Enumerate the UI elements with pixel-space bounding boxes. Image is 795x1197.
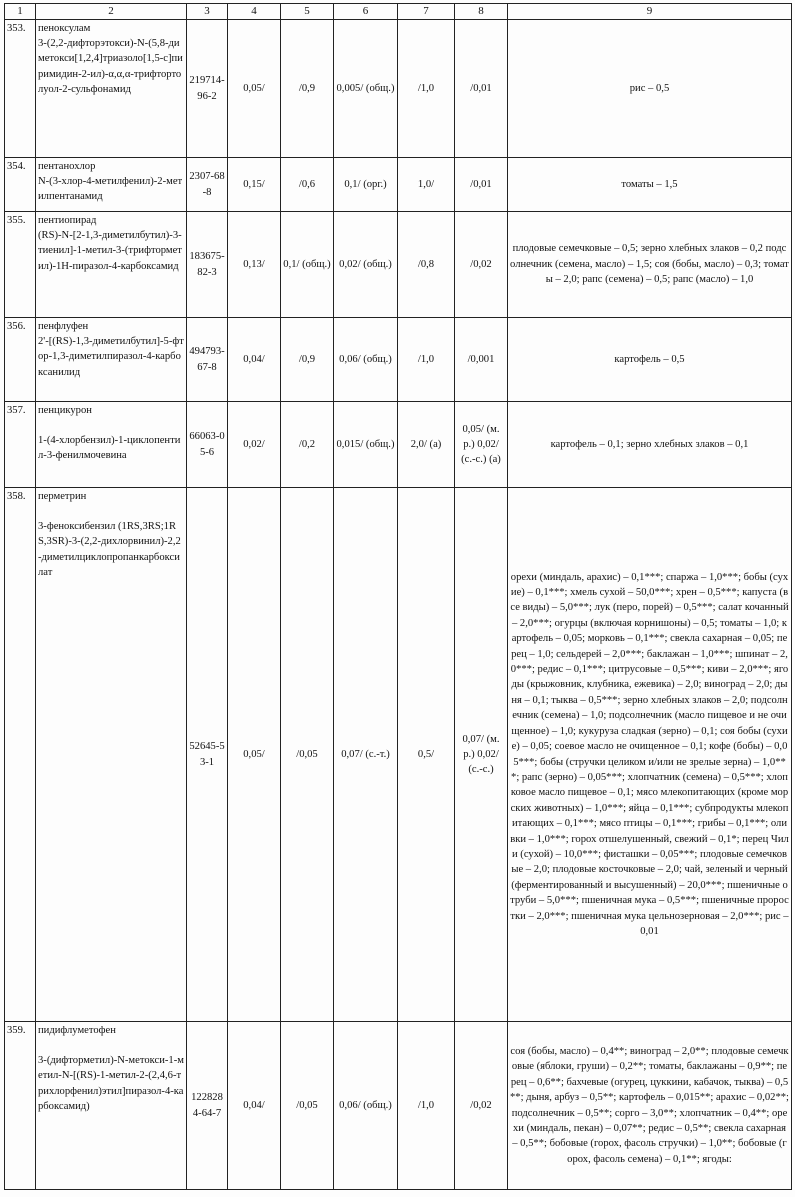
trade-name: пенфлуфен: [38, 321, 89, 332]
substance-name-cell: [36, 318, 187, 402]
value-col5: 0,1/ (общ.): [281, 212, 334, 318]
value-col5: /0,05: [281, 488, 334, 1022]
substance-name-cell: [36, 158, 187, 212]
value-col8: 0,07/ (м. р.) 0,02/ (с.-с.): [455, 488, 508, 1022]
value-col7: 1,0/: [398, 158, 455, 212]
trade-name: пеноксулам: [38, 23, 91, 34]
table-row: [5, 20, 792, 158]
column-header: 1: [5, 4, 36, 20]
residue-limits: соя (бобы, масло) – 0,4**; виноград – 2,0**; плодовые семечковые (яблоки, груши) – 0,2**; томаты, баклажаны – 0,9**; перец – 0,6**; бахчевые (огурец, цуккини, кабачок, тыква) – 0,5**; дыня, арбуз – 0,5**; картофель – 0,015**; арахис – 0,02**; подсолнечник – 0,5**; сорго – 3,0**; хлопчатник – 0,4**; орехи (миндаль, пекан) – 0,07**; редис – 0,5**; свекла сахарная – 0,5**; бобовые (горох, фасоль стручки) – 1,0**; бобовые (горох, фасоль семена) – 0,1**; ягоды:: [508, 1022, 792, 1190]
residue-limits: картофель – 0,1; зерно хлебных злаков – 0,1: [508, 402, 792, 488]
value-col6: 0,06/ (общ.): [334, 1022, 398, 1190]
row-number: 358.: [5, 488, 36, 1022]
row-number: 356.: [5, 318, 36, 402]
residue-limits: томаты – 1,5: [508, 158, 792, 212]
row-number: 359.: [5, 1022, 36, 1190]
table-row: [5, 212, 792, 318]
table-header-row: [5, 4, 792, 20]
value-col8: /0,01: [455, 158, 508, 212]
value-col5: /0,9: [281, 318, 334, 402]
column-header: 4: [228, 4, 281, 20]
table-row: [5, 158, 792, 212]
cas-number: 219714-96-2: [187, 20, 228, 158]
cas-number: 2307-68-8: [187, 158, 228, 212]
value-col5: /0,05: [281, 1022, 334, 1190]
chemical-name: 3-феноксибензил (1RS,3RS;1RS,3SR)-3-(2,2-дихлорвинил)-2,2-диметилциклопропанкарбоксилат: [38, 521, 181, 578]
residue-limits: рис – 0,5: [508, 20, 792, 158]
column-header: 7: [398, 4, 455, 20]
value-col6: 0,015/ (общ.): [334, 402, 398, 488]
chemical-name: 1-(4-хлорбензил)-1-циклопентил-3-фенилмочевина: [38, 435, 181, 462]
trade-name: пидифлуметофен: [38, 1025, 116, 1036]
trade-name: пенцикурон: [38, 405, 92, 416]
value-col7: /0,8: [398, 212, 455, 318]
column-header: 9: [508, 4, 792, 20]
value-col4: 0,02/: [228, 402, 281, 488]
cas-number: 1228284-64-7: [187, 1022, 228, 1190]
value-col8: /0,02: [455, 212, 508, 318]
residue-limits: орехи (миндаль, арахис) – 0,1***; спаржа – 1,0***; бобы (сухие) – 0,1***; хмель сухой – 50,0***; хрен – 0,5***; капуста (все виды) – 5,0***; лук (перо, порей) – 0,5***; салат кочанный – 2,0***; огурцы (включая корнишоны) – 0,5; томаты – 1,0; картофель – 0,05; морковь – 0,1***; свекла сахарная – 0,05; перец – 1,0; сельдерей – 2,0***; баклажан – 1,0***; шпинат – 2,0***; редис – 0,1***; цитрусовые – 0,5***; киви – 2,0***; ягоды (крыжовник, клубника, ежевика) – 2,0; виноград – 2,0; дыня – 0,1; тыква – 0,5***; зерно хлебных злаков – 2,0; подсолнечник (семена) – 1,0; подсолнечник (масло пищевое и не очищенное) – 1,0; кукуруза сладкая (зерно) – 0,1; соя бобы (сухие) – 0,05; соевое масло не очищенное – 0,1; кофе (бобы) – 0,05***; бобы (стручки целиком и/или не зрелые зерна) – 1,0***; рапс (зерно) – 0,05***; хлопчатник (семена) – 0,5***; хлопковое масло пищевое – 0,1; мясо млекопитающих (кроме морских животных) – 1,0***; яйца – 0,1***; субпродукты млекопитающих – 0,1***; мясо птицы – 0,1***; грибы – 0,1***; оливки – 1,0***; горох отшелушенный, свежий – 0,1*; перец Чили (сухой) – 10,0***; фисташки – 0,05***; плодовые семечковые – 2,0; плодовые косточковые – 2,0; чай, зеленый и черный (ферментированный и высушенный) – 20,0***; пшеничные отруби – 5,0***; пшеничная мука – 0,5***; пшеничные проростки – 2,0***; пшеничная мука цельнозерновая – 2,0***; рис – 0,01: [508, 488, 792, 1022]
residue-limits: картофель – 0,5: [508, 318, 792, 402]
value-col4: 0,05/: [228, 488, 281, 1022]
trade-name: перметрин: [38, 491, 87, 502]
value-col7: 2,0/ (а): [398, 402, 455, 488]
row-number: 354.: [5, 158, 36, 212]
cas-number: 52645-53-1: [187, 488, 228, 1022]
value-col7: 0,5/: [398, 488, 455, 1022]
value-col7: /1,0: [398, 20, 455, 158]
value-col6: 0,07/ (с.-т.): [334, 488, 398, 1022]
trade-name: пентанохлор: [38, 161, 96, 172]
value-col8: /0,01: [455, 20, 508, 158]
substance-name-cell: [36, 212, 187, 318]
row-number: 355.: [5, 212, 36, 318]
value-col4: 0,04/: [228, 1022, 281, 1190]
value-col5: /0,9: [281, 20, 334, 158]
column-header: 6: [334, 4, 398, 20]
column-header: 8: [455, 4, 508, 20]
value-col8: /0,02: [455, 1022, 508, 1190]
cas-number: 494793-67-8: [187, 318, 228, 402]
value-col4: 0,04/: [228, 318, 281, 402]
row-number: 357.: [5, 402, 36, 488]
cas-number: 66063-05-6: [187, 402, 228, 488]
chemical-name: N-(3-хлор-4-метилфенил)-2-метилпентанамид: [38, 176, 183, 203]
substance-name-cell: [36, 402, 187, 488]
substance-name-cell: [36, 488, 187, 1022]
table-row: [5, 1022, 792, 1190]
chemical-name: 2'-[(RS)-1,3-диметилбутил]-5-фтор-1,3-диметилпиразол-4-карбоксанилид: [38, 336, 184, 378]
value-col6: 0,02/ (общ.): [334, 212, 398, 318]
value-col8: /0,001: [455, 318, 508, 402]
cas-number: 183675-82-3: [187, 212, 228, 318]
table-row: [5, 402, 792, 488]
value-col4: 0,15/: [228, 158, 281, 212]
spacer: [38, 418, 184, 433]
spacer: [38, 1038, 184, 1053]
value-col6: 0,1/ (орг.): [334, 158, 398, 212]
column-header: 5: [281, 4, 334, 20]
value-col7: /1,0: [398, 1022, 455, 1190]
value-col5: /0,6: [281, 158, 334, 212]
column-header: 3: [187, 4, 228, 20]
residue-limits: плодовые семечковые – 0,5; зерно хлебных злаков – 0,2 подсолнечник (семена, масло) – 1,5; соя (бобы, масло) – 0,3; томаты – 2,0; рапс (семена) – 0,5; рапс (масло) – 1,0: [508, 212, 792, 318]
spacer: [38, 504, 184, 519]
value-col6: 0,06/ (общ.): [334, 318, 398, 402]
value-col8: 0,05/ (м. р.) 0,02/ (с.-с.) (а): [455, 402, 508, 488]
table-row: [5, 488, 792, 1022]
regulation-table: [4, 3, 792, 1190]
value-col4: 0,05/: [228, 20, 281, 158]
substance-name-cell: [36, 20, 187, 158]
column-header: 2: [36, 4, 187, 20]
table-row: [5, 318, 792, 402]
chemical-name: (RS)-N-[2-1,3-диметилбутил)-3-тиенил]-1-метил-3-(трифторметил)-1Н-пиразол-4-карбоксамид: [38, 230, 182, 272]
value-col5: /0,2: [281, 402, 334, 488]
trade-name: пентиопирад: [38, 215, 97, 226]
chemical-name: 3-(дифторметил)-N-метокси-1-метил-N-[(RS)-1-метил-2-(2,4,6-трихлорфенил)этил]пиразол-4-карбоксамид): [38, 1055, 184, 1112]
substance-name-cell: [36, 1022, 187, 1190]
value-col6: 0,005/ (общ.): [334, 20, 398, 158]
value-col4: 0,13/: [228, 212, 281, 318]
row-number: 353.: [5, 20, 36, 158]
chemical-name: 3-(2,2-дифторэтокси)-N-(5,8-диметокси[1,2,4]триазоло[1,5-c]пиримидин-2-ил)-α,α,α-трифтортолуол-2-сульфонамид: [38, 38, 183, 95]
value-col7: /1,0: [398, 318, 455, 402]
